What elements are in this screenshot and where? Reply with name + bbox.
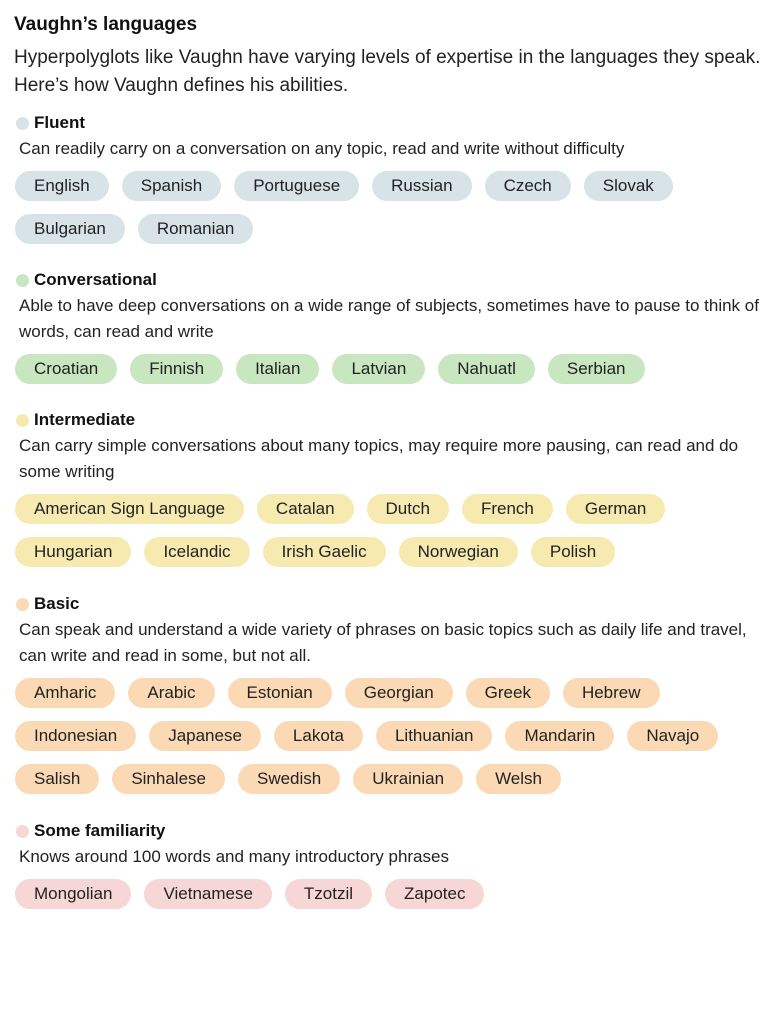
language-chip: Icelandic: [144, 537, 249, 567]
language-chip: Russian: [372, 171, 471, 201]
language-chip: Dutch: [367, 494, 449, 524]
language-chip: Croatian: [15, 354, 117, 384]
language-chip: Welsh: [476, 764, 561, 794]
language-chip: Spanish: [122, 171, 221, 201]
level-dot-icon: [16, 414, 29, 427]
language-chip: Irish Gaelic: [263, 537, 386, 567]
language-chip: Hebrew: [563, 678, 660, 708]
language-chip: Sinhalese: [112, 764, 225, 794]
language-chip: Tzotzil: [285, 879, 372, 909]
level-heading: Some familiarity: [34, 821, 166, 840]
language-chip: Estonian: [228, 678, 332, 708]
language-chip: Vietnamese: [144, 879, 271, 909]
language-chip-list: [15, 354, 770, 384]
language-chip: Swedish: [238, 764, 340, 794]
level-section-basic: [14, 593, 770, 794]
language-chip: Czech: [485, 171, 571, 201]
language-chip: Amharic: [15, 678, 115, 708]
language-chip: Norwegian: [399, 537, 518, 567]
language-chip: Zapotec: [385, 879, 484, 909]
level-heading: Basic: [34, 594, 80, 613]
level-dot-icon: [16, 598, 29, 611]
level-description: Can carry simple conversations about many topics, may require more pausing, can read and do some writing: [19, 436, 739, 481]
level-section-intermediate: [14, 409, 770, 567]
level-dot-icon: [16, 117, 29, 130]
language-chip: Hungarian: [15, 537, 131, 567]
level-description: Able to have deep conversations on a wide range of subjects, sometimes have to pause to think of words, can read and write: [19, 296, 759, 341]
language-chip: French: [462, 494, 553, 524]
language-chip: Slovak: [584, 171, 673, 201]
language-chip: Italian: [236, 354, 319, 384]
level-heading-row: [14, 409, 770, 431]
language-chip: Lithuanian: [376, 721, 492, 751]
language-chip: Japanese: [149, 721, 261, 751]
language-chip: Mandarin: [505, 721, 614, 751]
level-description: Can readily carry on a conversation on any topic, read and write without difficulty: [19, 139, 625, 158]
intro-text: Hyperpolyglots like Vaughn have varying levels of expertise in the languages they speak. Here’s how Vaughn defines his abilities.: [14, 47, 761, 96]
language-chip: English: [15, 171, 109, 201]
language-chip: Nahuatl: [438, 354, 535, 384]
level-heading-row: [14, 820, 770, 842]
language-chip: Finnish: [130, 354, 223, 384]
level-heading: Conversational: [34, 270, 157, 289]
language-chip: Polish: [531, 537, 615, 567]
language-chip-list: [15, 171, 770, 244]
level-description: Knows around 100 words and many introductory phrases: [19, 847, 449, 866]
language-chip: American Sign Language: [15, 494, 244, 524]
language-chip: Serbian: [548, 354, 645, 384]
language-chip: Catalan: [257, 494, 354, 524]
level-section-fluent: [14, 112, 770, 244]
language-chip-list: [15, 494, 770, 567]
level-heading-row: [14, 269, 770, 291]
language-chip: German: [566, 494, 665, 524]
language-chip: Navajo: [627, 721, 718, 751]
language-chip: Portuguese: [234, 171, 359, 201]
level-description: Can speak and understand a wide variety of phrases on basic topics such as daily life and travel, can write and read in some, but not all.: [19, 620, 747, 665]
level-heading-row: [14, 593, 770, 615]
language-chip: Latvian: [332, 354, 425, 384]
language-chip: Salish: [15, 764, 99, 794]
language-chip: Romanian: [138, 214, 254, 244]
level-heading-row: [14, 112, 770, 134]
level-dot-icon: [16, 274, 29, 287]
level-section-some-familiarity: [14, 820, 770, 909]
language-chip-list: [15, 879, 770, 909]
language-chip: Arabic: [128, 678, 214, 708]
language-chip: Ukrainian: [353, 764, 463, 794]
language-chip: Georgian: [345, 678, 453, 708]
language-chip-list: [15, 678, 770, 794]
level-list: [14, 112, 770, 909]
language-chip: Mongolian: [15, 879, 131, 909]
page-title: Vaughn’s languages: [14, 14, 198, 35]
level-heading: Intermediate: [34, 410, 136, 429]
level-heading: Fluent: [34, 113, 85, 132]
language-chip: Bulgarian: [15, 214, 125, 244]
language-chip: Lakota: [274, 721, 363, 751]
language-chip: Indonesian: [15, 721, 136, 751]
level-section-conversational: [14, 269, 770, 384]
language-chip: Greek: [466, 678, 550, 708]
level-dot-icon: [16, 825, 29, 838]
